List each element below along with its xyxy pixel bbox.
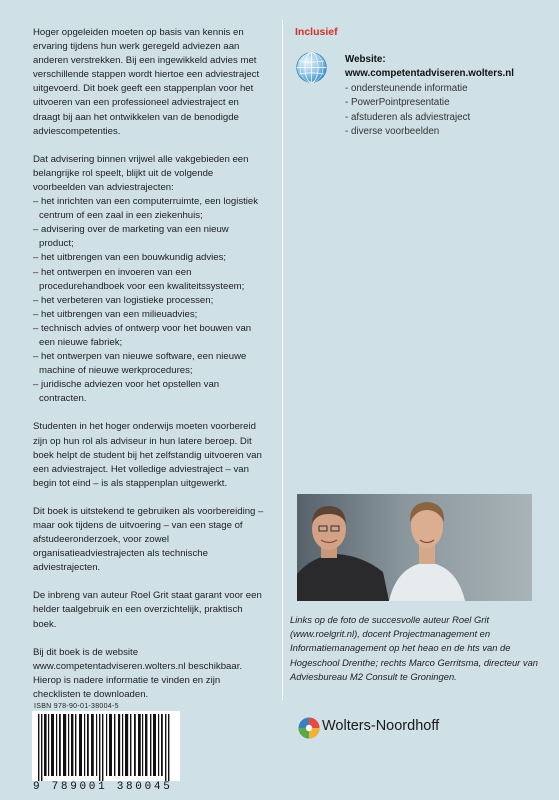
- isbn-label: ISBN 978-90-01-38004-5: [34, 703, 119, 710]
- examples-list: [33, 195, 265, 406]
- website-block: [345, 53, 514, 139]
- list-item: – het uitbrengen van een milieuadvies;: [33, 308, 265, 322]
- author-paragraph: De inbreng van auteur Roel Grit staat garant voor een helder taalgebruik en een overzichtelijk, praktisch boek.: [33, 590, 262, 630]
- intro-paragraph: Hoger opgeleiden moeten op basis van kennis en ervaring tijdens hun werk geregeld adviezen aan anderen verstrekken. Bij een ingewikkeld advies met verschillende stappen wordt hiertoe een adviestraject uitgevoerd. Dit boek geeft een stappenplan voor het uitvoeren van een professioneel adviestraject en draagt bij aan het ontwikkelen van de benodigde adviescompetenties.: [33, 27, 260, 137]
- list-item: – het ontwerpen en invoeren van een procedurehandboek voor een kwaliteitssysteem;: [33, 266, 265, 294]
- list-item: – het uitbrengen van een bouwkundig advies;: [33, 251, 265, 265]
- website-paragraph: Bij dit boek is de website www.competentadviseren.wolters.nl beschikbaar. Hierop is nadere informatie te vinden en zijn checklisten te downloaden.: [33, 646, 243, 700]
- barcode: [32, 711, 180, 781]
- list-item: – het verbeteren van logistieke processen;: [33, 294, 265, 308]
- list-item: - PowerPointpresentatie: [345, 96, 514, 110]
- publisher-name: Wolters-Noordhoff: [322, 718, 440, 734]
- website-items: [345, 82, 514, 140]
- author-photo: [297, 494, 532, 601]
- students-paragraph: Studenten in het hoger onderwijs moeten voorbereid zijn op hun rol als adviseur in hun latere beroep. Dit boek helpt de student bij het zelfstandig uitvoeren van een adviestraject. Het volledige adviestraject – van begin tot eind – is als stappenplan uitgewerkt.: [33, 421, 262, 489]
- usage-paragraph: Dit boek is uitstekend te gebruiken als voorbereiding – maar ook tijdens de uitvoering – van een stage of afstudeeronderzoek, voor zowel organisatieadviestrajecten als technische adviestrajecten.: [33, 505, 264, 574]
- list-item: – het inrichten van een computerruimte, een logistiek centrum of een zaal in een ziekenhuis;: [33, 195, 265, 223]
- inclusief-title: Inclusief: [295, 26, 338, 38]
- list-item: - diverse voorbeelden: [345, 125, 514, 139]
- column-divider: [282, 20, 283, 700]
- website-url[interactable]: www.competentadviseren.wolters.nl: [345, 68, 514, 80]
- list-item: – technisch advies of ontwerp voor het bouwen van een nieuwe fabriek;: [33, 322, 265, 350]
- examples-intro: Dat advisering binnen vrijwel alle vakgebieden een belangrijke rol speelt, blijkt uit de volgende voorbeelden van adviestrajecten:: [33, 153, 249, 193]
- publisher-logo-icon: [298, 717, 320, 739]
- list-item: – het ontwerpen van nieuwe software, een nieuwe machine of nieuwe werkprocedures;: [33, 350, 265, 378]
- barcode-number: 9 789001 380045: [33, 781, 173, 793]
- list-item: – juridische adviezen voor het opstellen van contracten.: [33, 378, 265, 406]
- globe-icon: [295, 51, 328, 84]
- list-item: - afstuderen als adviestraject: [345, 111, 514, 125]
- list-item: – advisering over de marketing van een nieuw product;: [33, 223, 265, 251]
- photo-caption: Links op de foto de succesvolle auteur Roel Grit (www.roelgrit.nl), docent Projectmanagement en Informatiemanagement op het heao en de hts van de Hogeschool Drenthe; rechts Marco Gerritsma, directeur van Adviesbureau M2 Consult te Groningen.: [290, 614, 539, 682]
- back-cover-text: [33, 26, 265, 716]
- website-label: Website:: [345, 54, 386, 65]
- list-item: - ondersteunende informatie: [345, 82, 514, 96]
